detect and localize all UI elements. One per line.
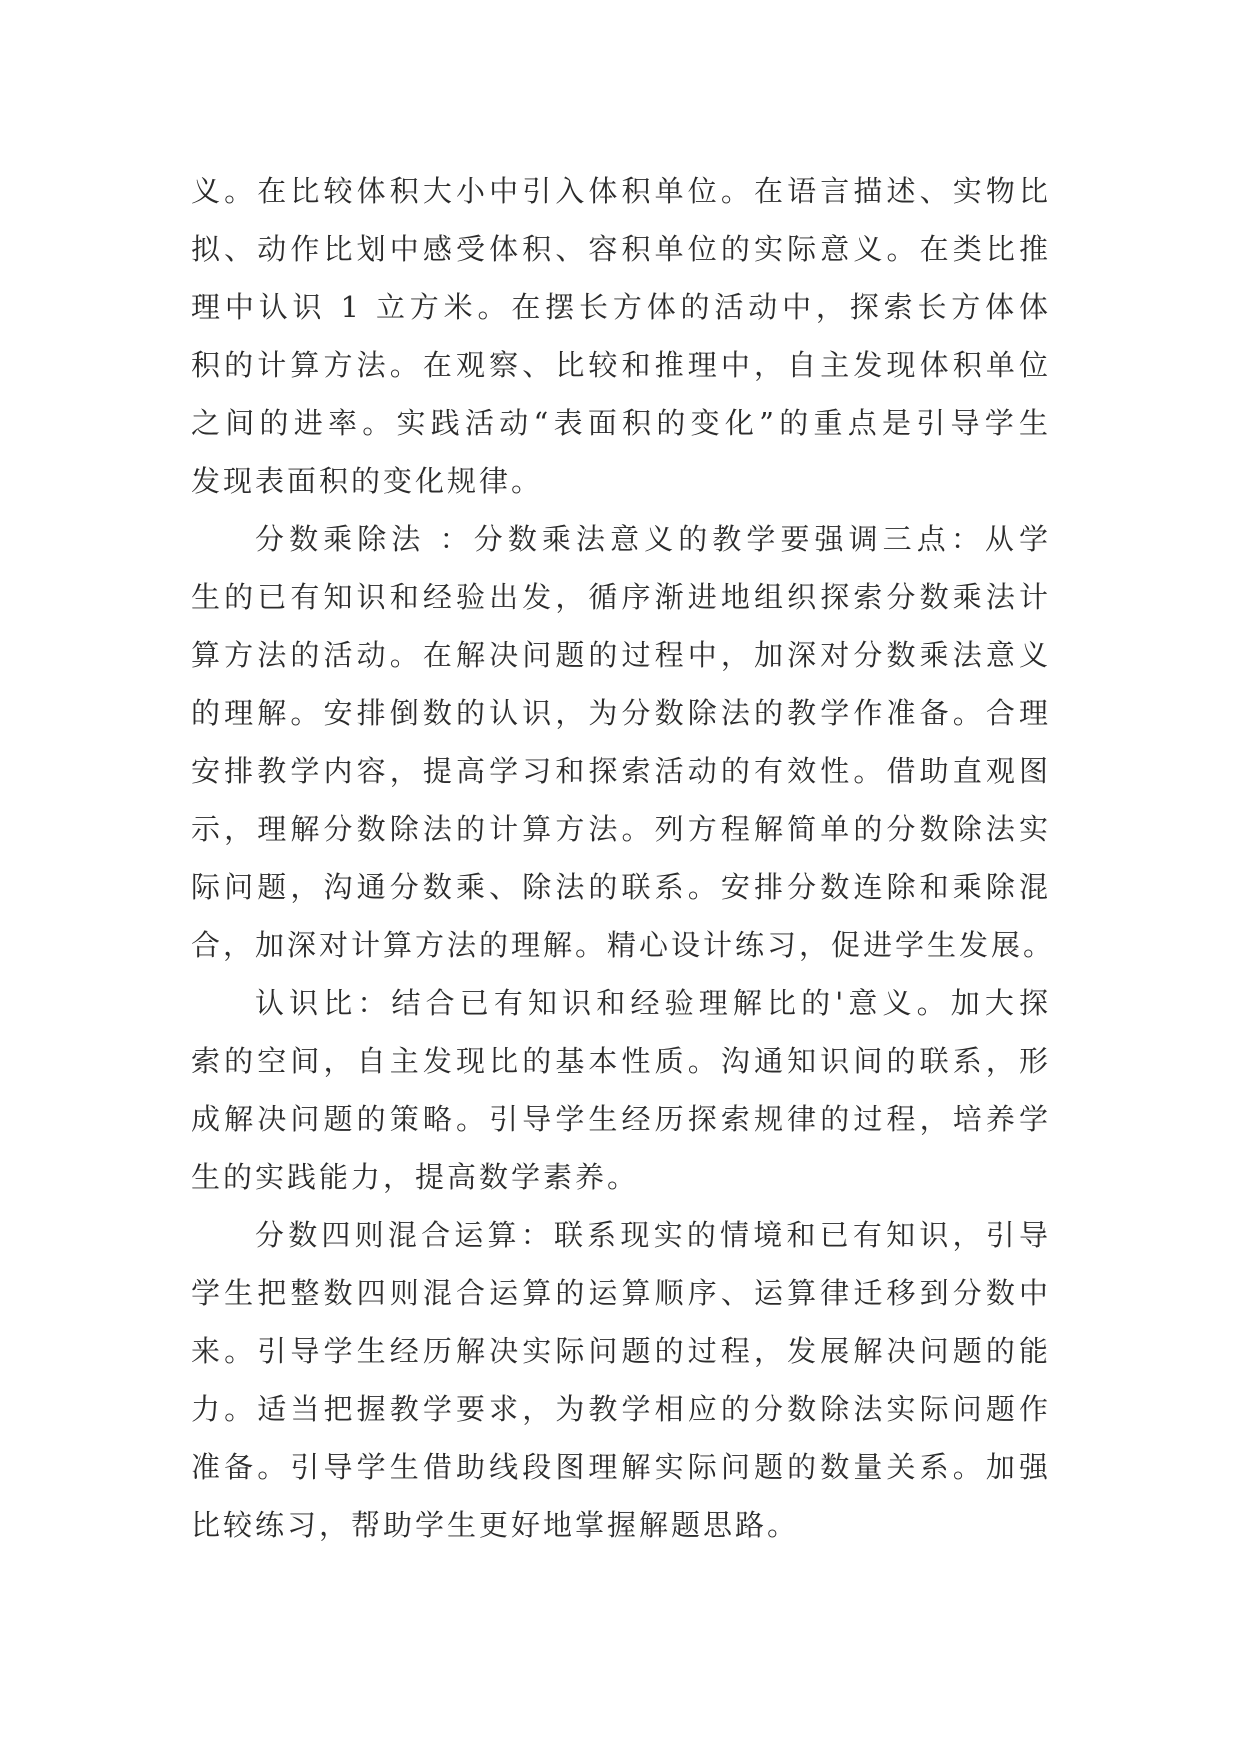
text-line: 准备。引导学生借助线段图理解实际问题的数量关系。加强 xyxy=(191,1450,1051,1484)
text-line: 际问题，沟通分数乘、除法的联系。安排分数连除和乘除混 xyxy=(191,870,1051,904)
text-line: 义。在比较体积大小中引入体积单位。在语言描述、实物比 xyxy=(191,174,1051,208)
text-line: 分数乘除法 ：分数乘法意义的教学要强调三点：从学 xyxy=(255,522,1051,556)
paragraph-fraction-multiply-divide xyxy=(191,510,1056,974)
text-line: 比较练习，帮助学生更好地掌握解题思路。 xyxy=(191,1508,800,1542)
text-line: 理中认识 1 立方米。在摆长方体的活动中，探索长方体体 xyxy=(191,290,1051,324)
text-line: 算方法的活动。在解决问题的过程中，加深对分数乘法意义 xyxy=(191,638,1051,672)
text-line: 之间的进率。实践活动“表面积的变化”的重点是引导学生 xyxy=(191,406,1051,440)
text-line: 示，理解分数除法的计算方法。列方程解简单的分数除法实 xyxy=(191,812,1051,846)
paragraph-volume-units xyxy=(191,162,1051,510)
text-line: 安排教学内容，提高学习和探索活动的有效性。借助直观图 xyxy=(191,754,1051,788)
text-line: 索的空间，自主发现比的基本性质。沟通知识间的联系，形 xyxy=(191,1044,1051,1078)
text-line: 合，加深对计算方法的理解。精心设计练习，促进学生发展。 xyxy=(191,928,1056,962)
text-line: 来。引导学生经历解决实际问题的过程，发展解决问题的能 xyxy=(191,1334,1051,1368)
document-body xyxy=(191,162,1056,1554)
text-line: 生的已有知识和经验出发，循序渐进地组织探索分数乘法计 xyxy=(191,580,1051,614)
paragraph-fraction-mixed-operations xyxy=(191,1206,1051,1554)
text-line: 生的实践能力，提高数学素养。 xyxy=(191,1160,640,1194)
text-line: 力。适当把握教学要求，为教学相应的分数除法实际问题作 xyxy=(191,1392,1051,1426)
paragraph-ratio xyxy=(191,974,1051,1206)
text-line: 认识比：结合已有知识和经验理解比的'意义。加大探 xyxy=(255,986,1051,1020)
text-line: 学生把整数四则混合运算的运算顺序、运算律迁移到分数中 xyxy=(191,1276,1051,1310)
text-line: 发现表面积的变化规律。 xyxy=(191,464,544,498)
text-line: 积的计算方法。在观察、比较和推理中，自主发现体积单位 xyxy=(191,348,1051,382)
text-line: 拟、动作比划中感受体积、容积单位的实际意义。在类比推 xyxy=(191,232,1051,266)
text-line: 分数四则混合运算：联系现实的情境和已有知识，引导 xyxy=(255,1218,1051,1252)
text-line: 的理解。安排倒数的认识，为分数除法的教学作准备。合理 xyxy=(191,696,1051,730)
text-line: 成解决问题的策略。引导学生经历探索规律的过程，培养学 xyxy=(191,1102,1051,1136)
